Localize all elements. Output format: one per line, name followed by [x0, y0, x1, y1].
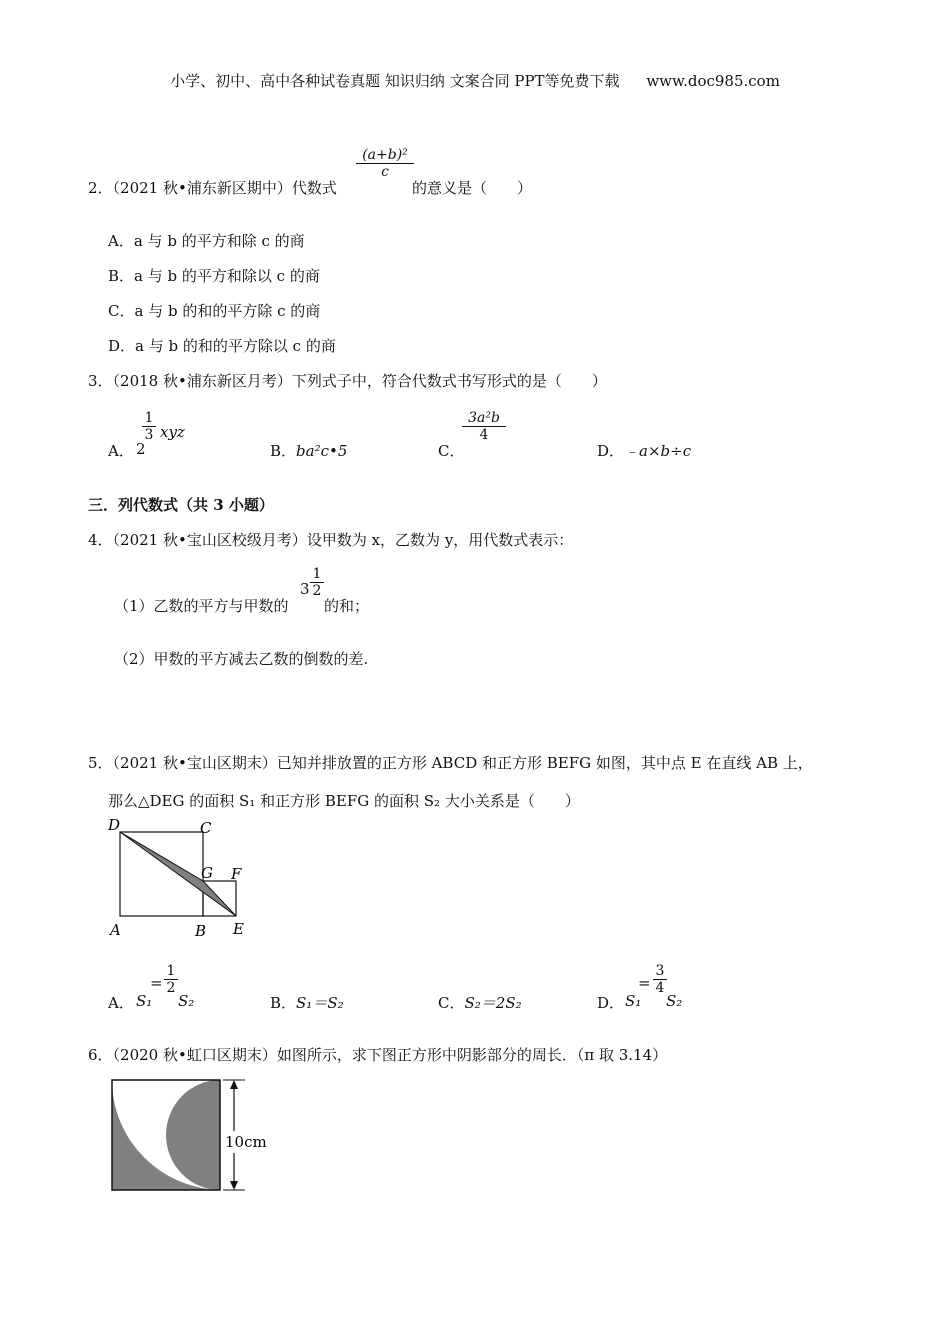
- q5-option-a-label[interactable]: A．: [108, 994, 134, 1012]
- q2-option-b[interactable]: [108, 265, 320, 286]
- q3-stem: 3．（2018 秋•浦东新区月考）下列式子中，符合代数式书写形式的是（ ）: [88, 372, 607, 390]
- shaded-square-figure: [105, 1075, 275, 1200]
- q2-fraction: [356, 147, 414, 180]
- dimension-label: 10cm: [225, 1133, 267, 1151]
- q5-option-d-fraction: [653, 963, 667, 996]
- header-url[interactable]: www.doc985.com: [646, 72, 780, 90]
- frac-num: 3: [655, 963, 665, 979]
- label-a: A: [110, 921, 121, 939]
- q5-option-d-right: S₂: [666, 992, 683, 1010]
- q5-line2: 那么△DEG 的面积 S₁ 和正方形 BEFG 的面积 S₂ 大小关系是（ ）: [108, 792, 580, 810]
- option-text: a 与 b 的和的平方除 c 的商: [134, 302, 321, 320]
- frac-num: 3a²b: [468, 410, 500, 426]
- q2-frac-den: c: [381, 164, 389, 180]
- q2-option-a[interactable]: [108, 230, 305, 251]
- q5-option-c[interactable]: [438, 992, 522, 1013]
- q5-option-a-right: S₂: [178, 992, 195, 1010]
- frac-num: 1: [144, 410, 154, 426]
- option-text: ba²c•5: [296, 442, 348, 460]
- q5-option-b[interactable]: [270, 992, 344, 1013]
- frac-num: 1: [166, 963, 176, 979]
- frac-den: 2: [166, 980, 176, 996]
- q3-option-a-whole: 2: [136, 440, 146, 458]
- header-title: 小学、初中、高中各种试卷真题 知识归纳 文案合同 PPT等免费下载: [170, 72, 620, 90]
- q6-stem: 6．（2020 秋•虹口区期末）如图所示，求下图正方形中阴影部分的周长．（π 取 3.14）: [88, 1046, 668, 1064]
- triangle-deg: [120, 832, 236, 916]
- q3-option-c-label[interactable]: C．: [438, 442, 465, 460]
- option-label: B．: [270, 442, 297, 460]
- q2-frac-num: (a+b)²: [362, 147, 408, 163]
- frac-den: 3: [144, 427, 154, 443]
- q2-option-c[interactable]: [108, 300, 320, 321]
- q2-prefix: 2．（2021 秋•浦东新区期中）代数式: [88, 179, 337, 197]
- q5-option-a-fraction: [164, 963, 178, 996]
- q3-option-a-fraction: [142, 410, 156, 443]
- option-text: S₂＝2S₂: [464, 994, 522, 1012]
- label-d: D: [108, 816, 121, 834]
- label-c: C: [200, 819, 212, 837]
- q4-part2: （2）甲数的平方减去乙数的倒数的差.: [114, 650, 369, 668]
- frac-den: 4: [479, 427, 489, 443]
- q3-option-d[interactable]: [597, 440, 691, 461]
- option-text: S₁＝S₂: [296, 994, 344, 1012]
- option-text: a 与 b 的和的平方除以 c 的商: [135, 337, 336, 355]
- q3-option-a-label[interactable]: A．: [108, 442, 134, 460]
- q4-part1-whole: 3: [300, 580, 310, 598]
- section-title: 三．列代数式（共 3 小题）: [88, 496, 274, 514]
- option-text: a 与 b 的平方和除以 c 的商: [134, 267, 320, 285]
- option-label: D．: [108, 337, 136, 355]
- arrow-down-icon: [230, 1181, 238, 1190]
- frac-den: 2: [312, 583, 322, 599]
- q3-option-b[interactable]: [270, 440, 347, 461]
- label-f: F: [231, 865, 242, 883]
- option-label: A．: [108, 232, 134, 250]
- q5-option-d-left: S₁: [625, 992, 642, 1010]
- arrow-up-icon: [230, 1080, 238, 1089]
- label-g: G: [201, 864, 213, 882]
- option-text: a 与 b 的平方和除 c 的商: [133, 232, 305, 250]
- option-label: D．: [597, 442, 625, 460]
- q5-option-a-left: S₁: [136, 992, 153, 1010]
- label-b: B: [195, 922, 207, 940]
- q5-option-d-eq: =: [638, 974, 651, 992]
- option-text: ﹣a×b÷c: [624, 442, 692, 460]
- frac-num: 1: [312, 566, 322, 582]
- q4-part1-fraction: [310, 566, 324, 599]
- q3-option-a-tail: xyz: [160, 423, 185, 441]
- q4-part1-prefix: （1）乙数的平方与甲数的: [114, 597, 289, 615]
- option-label: C．: [108, 302, 135, 320]
- q5-option-d-label[interactable]: D．: [597, 994, 625, 1012]
- option-label: B．: [270, 994, 297, 1012]
- q2-suffix: 的意义是（ ）: [412, 179, 533, 197]
- q4-part1-suffix: 的和；: [324, 597, 370, 615]
- frac-den: 4: [655, 980, 665, 996]
- option-label: B．: [108, 267, 135, 285]
- squares-figure: [100, 815, 260, 945]
- q2-option-d[interactable]: [108, 335, 336, 356]
- q3-option-c-fraction: [462, 410, 506, 443]
- q5-line1: 5．（2021 秋•宝山区期末）已知并排放置的正方形 ABCD 和正方形 BEFG 如图，其中点 E 在直线 AB 上，: [88, 754, 813, 772]
- label-e: E: [233, 920, 244, 938]
- page-header: [0, 70, 950, 91]
- q5-option-a-eq: =: [150, 974, 163, 992]
- q4-stem: 4．（2021 秋•宝山区校级月考）设甲数为 x，乙数为 y，用代数式表示：: [88, 531, 574, 549]
- option-label: C．: [438, 994, 465, 1012]
